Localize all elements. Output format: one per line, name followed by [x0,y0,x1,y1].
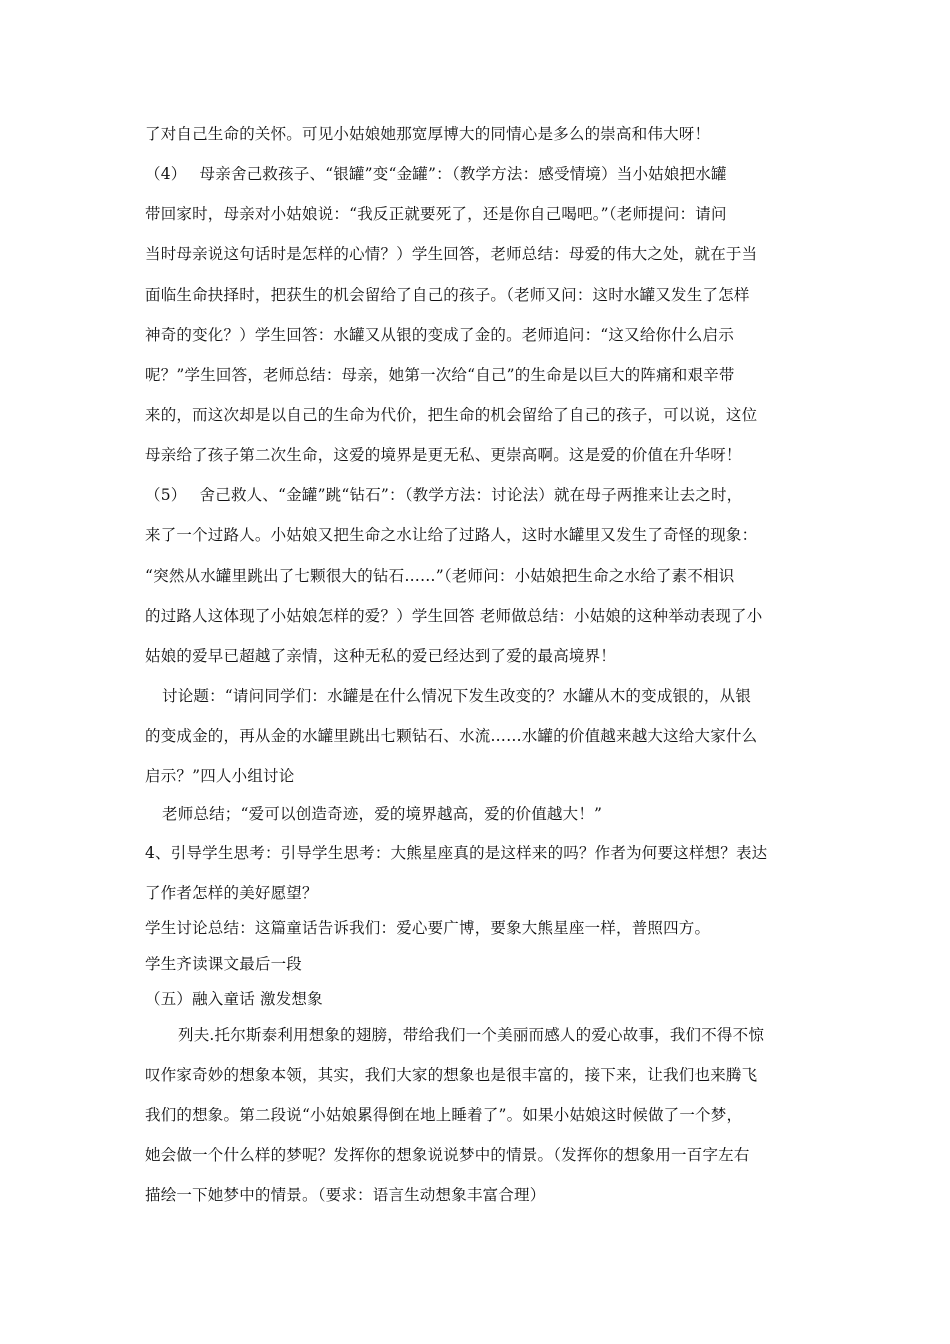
text-line: 描绘一下她梦中的情景。（要求：语言生动想象丰富合理） [145,1186,546,1204]
text-line: 启示？”四人小组讨论 [145,767,295,785]
text-line: 呢？”学生回答，老师总结：母亲，她第一次给“自己”的生命是以巨大的阵痛和艰辛带 [145,366,735,384]
text-line: 当时母亲说这句话时是怎样的心情？）学生回答，老师总结：母爱的伟大之处，就在于当 [145,245,758,263]
text-line: 来了一个过路人。小姑娘又把生命之水让给了过路人，这时水罐里又发生了奇怪的现象： [145,526,758,544]
text-line: 学生讨论总结：这篇童话告诉我们：爱心要广博，要象大熊星座一样，普照四方。 [145,919,711,937]
text-line: 学生齐读课文最后一段 [145,955,303,973]
text-line: 4、引导学生思考：引导学生思考：大熊星座真的是这样来的吗？作者为何要这样想？表达 [145,844,768,862]
text-line: （4） 母亲舍己救孩子、“银罐”变“金罐”：（教学方法：感受情境）当小姑娘把水罐 [145,165,727,183]
text-line: （5） 舍己救人、“金罐”跳“钻石”：（教学方法：讨论法）就在母子两推来让去之时， [145,486,743,504]
text-line: 讨论题：“请问同学们：水罐是在什么情况下发生改变的？水罐从木的变成银的，从银 [162,687,752,705]
text-line: 老师总结；“爱可以创造奇迹，爱的境界越高，爱的价值越大！” [162,805,603,823]
text-line: “突然从水罐里跳出了七颗很大的钻石……”（老师问：小姑娘把生命之水给了素不相识 [145,567,735,585]
text-line: 姑娘的爱早已超越了亲情，这种无私的爱已经达到了爱的最高境界！ [145,647,617,665]
text-line: 了作者怎样的美好愿望？ [145,884,318,902]
text-line: 我们的想象。第二段说“小姑娘累得倒在地上睡着了”。如果小姑娘这时候做了一个梦， [145,1106,743,1124]
text-line: 了对自己生命的关怀。可见小姑娘她那宽厚博大的同情心是多么的崇高和伟大呀！ [145,125,711,143]
text-line: 神奇的变化？）学生回答：水罐又从银的变成了金的。老师追问：“这又给你什么启示 [145,326,735,344]
text-line: 她会做一个什么样的梦呢？发挥你的想象说说梦中的情景。（发挥你的想象用一百字左右 [145,1146,750,1164]
text-line: 的变成金的，再从金的水罐里跳出七颗钻石、水流……水罐的价值越来越大这给大家什么 [145,727,758,745]
text-line: 母亲给了孩子第二次生命，这爱的境界是更无私、更崇高啊。这是爱的价值在升华呀！ [145,446,742,464]
text-line: 面临生命抉择时，把获生的机会留给了自己的孩子。（老师又问：这时水罐又发生了怎样 [145,286,750,304]
text-line: 来的，而这次却是以自己的生命为代价，把生命的机会留给了自己的孩子，可以说，这位 [145,406,758,424]
text-line: 带回家时，母亲对小姑娘说：“我反正就要死了，还是你自己喝吧。”（老师提问：请问 [145,205,727,223]
text-line: 叹作家奇妙的想象本领，其实，我们大家的想象也是很丰富的，接下来，让我们也来腾飞 [145,1066,758,1084]
text-line: 的过路人这体现了小姑娘怎样的爱？）学生回答 老师做总结：小姑娘的这种举动表现了小 [145,607,763,625]
text-line: 列夫.托尔斯泰利用想象的翅膀，带给我们一个美丽而感人的爱心故事，我们不得不惊 [178,1026,765,1044]
section-heading: （五）融入童话 激发想象 [145,990,323,1008]
